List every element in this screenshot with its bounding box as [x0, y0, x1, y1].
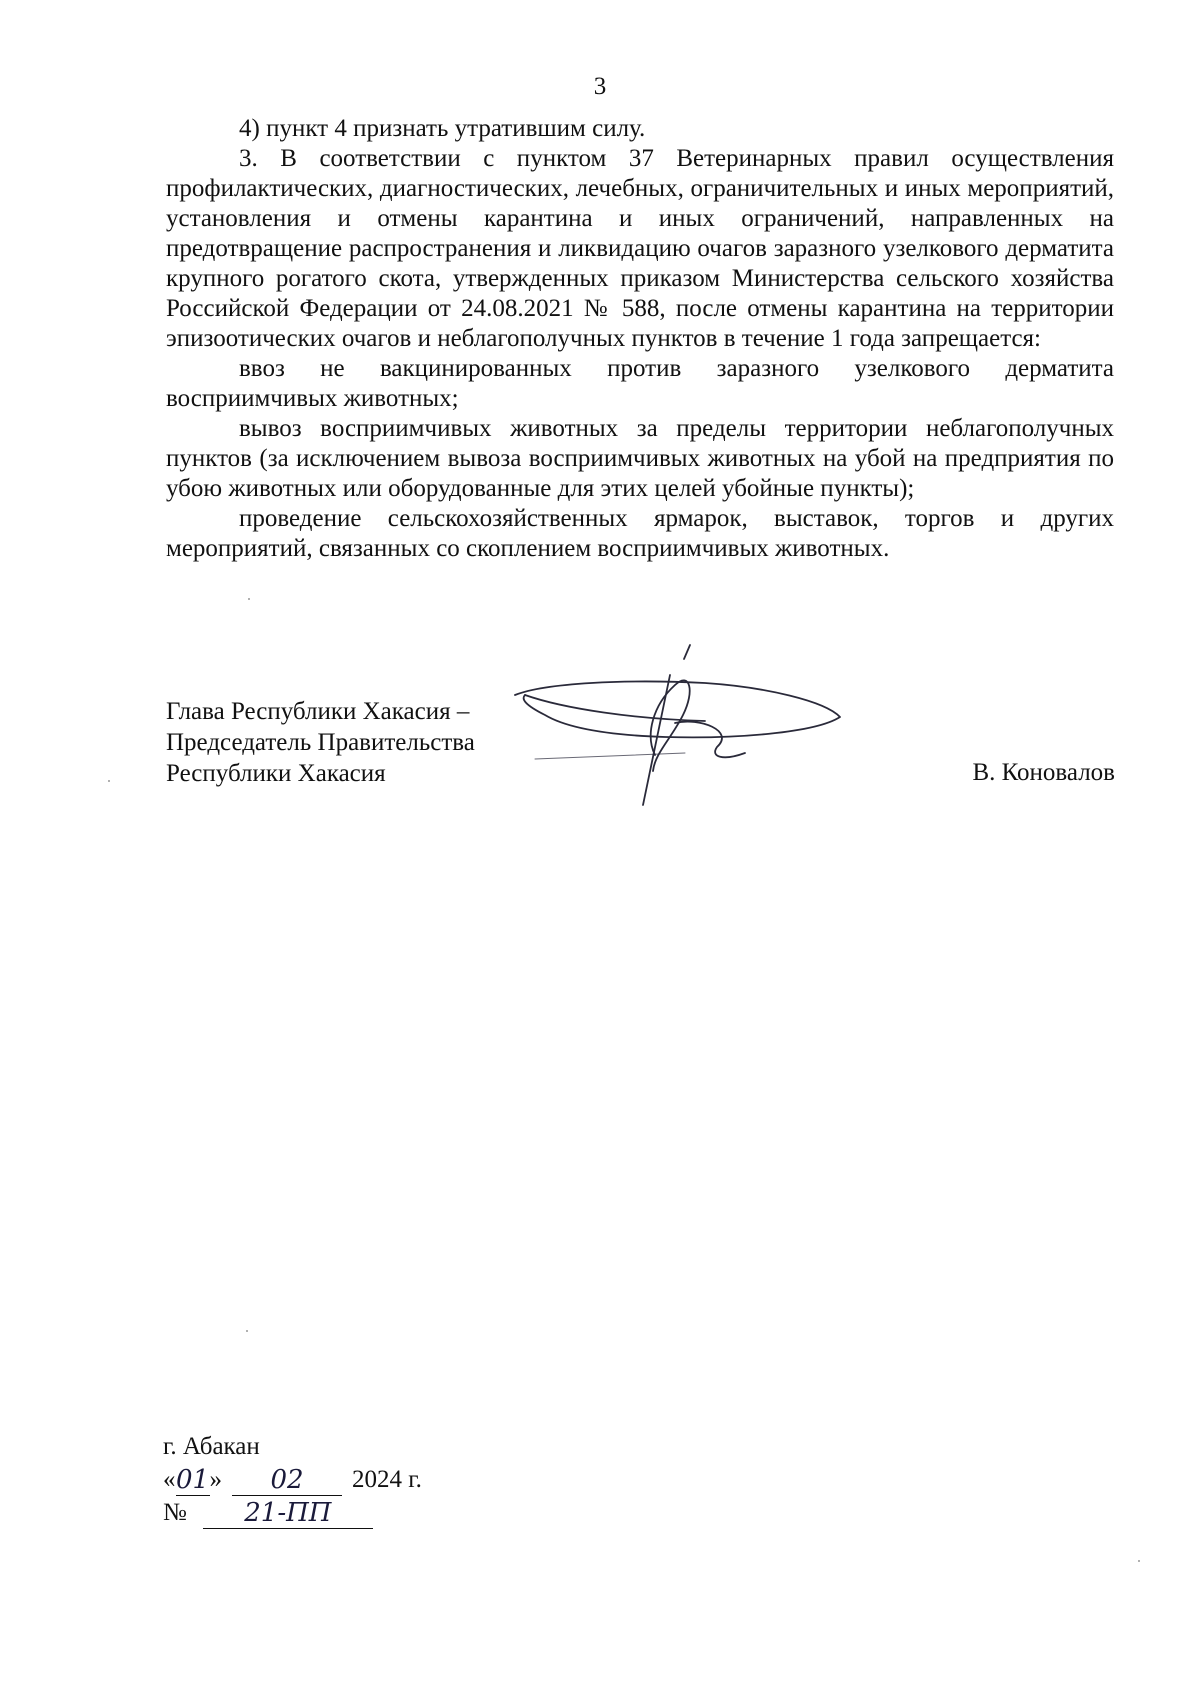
issue-date-line	[163, 1463, 422, 1496]
signatory-position-line: Глава Республики Хакасия –	[166, 698, 470, 725]
scan-speck	[1138, 1560, 1140, 1562]
date-day-handwritten: 01	[175, 1465, 210, 1495]
signatory-position-line: Республики Хакасия	[166, 760, 386, 787]
signatory-name: В. Коновалов	[972, 759, 1115, 786]
number-sign: №	[163, 1499, 187, 1526]
scan-speck	[108, 780, 110, 782]
signatory-position-line: Председатель Правительства	[166, 729, 475, 756]
page-number: 3	[593, 73, 607, 100]
date-close-quote: »	[209, 1466, 222, 1493]
scan-speck	[248, 598, 250, 600]
date-month-handwritten: 02	[232, 1465, 342, 1496]
document-number-handwritten: 21-ПП	[203, 1498, 373, 1529]
document-body	[166, 114, 1114, 564]
scan-speck	[246, 1330, 248, 1332]
issue-city-line	[163, 1430, 422, 1463]
date-open-quote: «	[163, 1466, 176, 1493]
paragraph-ban-export: вывоз восприимчивых животных за пределы территории неблагополучных пунктов (за исключением вывоза восприимчивых животных на убой на предприятия по убою животных или оборудованные для этих целей убойные пункты);	[166, 415, 1114, 502]
document-footer	[163, 1430, 422, 1529]
document-number-line	[163, 1496, 422, 1529]
date-year: 2024 г.	[352, 1466, 422, 1493]
issue-city: г. Абакан	[163, 1433, 260, 1460]
paragraph-item-4: 4) пункт 4 признать утратившим силу.	[239, 115, 646, 142]
signatory-position	[166, 696, 475, 789]
paragraph-ban-fairs: проведение сельскохозяйственных ярмарок, выставок, торгов и других мероприятий, связанных со скоплением восприимчивых животных.	[166, 505, 1114, 562]
paragraph-ban-import: ввоз не вакцинированных против заразного узелкового дерматита восприимчивых животных;	[166, 355, 1114, 412]
handwritten-signature	[505, 635, 850, 810]
paragraph-section-3: 3. В соответствии с пунктом 37 Ветеринарных правил осуществления профилактических, диагностических, лечебных, ограничительных и иных мероприятий, установления и отмены карантина и иных ограничений, направленных на предотвращение распространения и ликвидацию очагов заразного узелкового дерматита крупного рогатого скота, утвержденных приказом Министерства сельского хозяйства Российской Федерации от 24.08.2021 № 588, после отмены карантина на территории эпизоотических очагов и неблагополучных пунктов в течение 1 года запрещается:	[166, 145, 1114, 352]
